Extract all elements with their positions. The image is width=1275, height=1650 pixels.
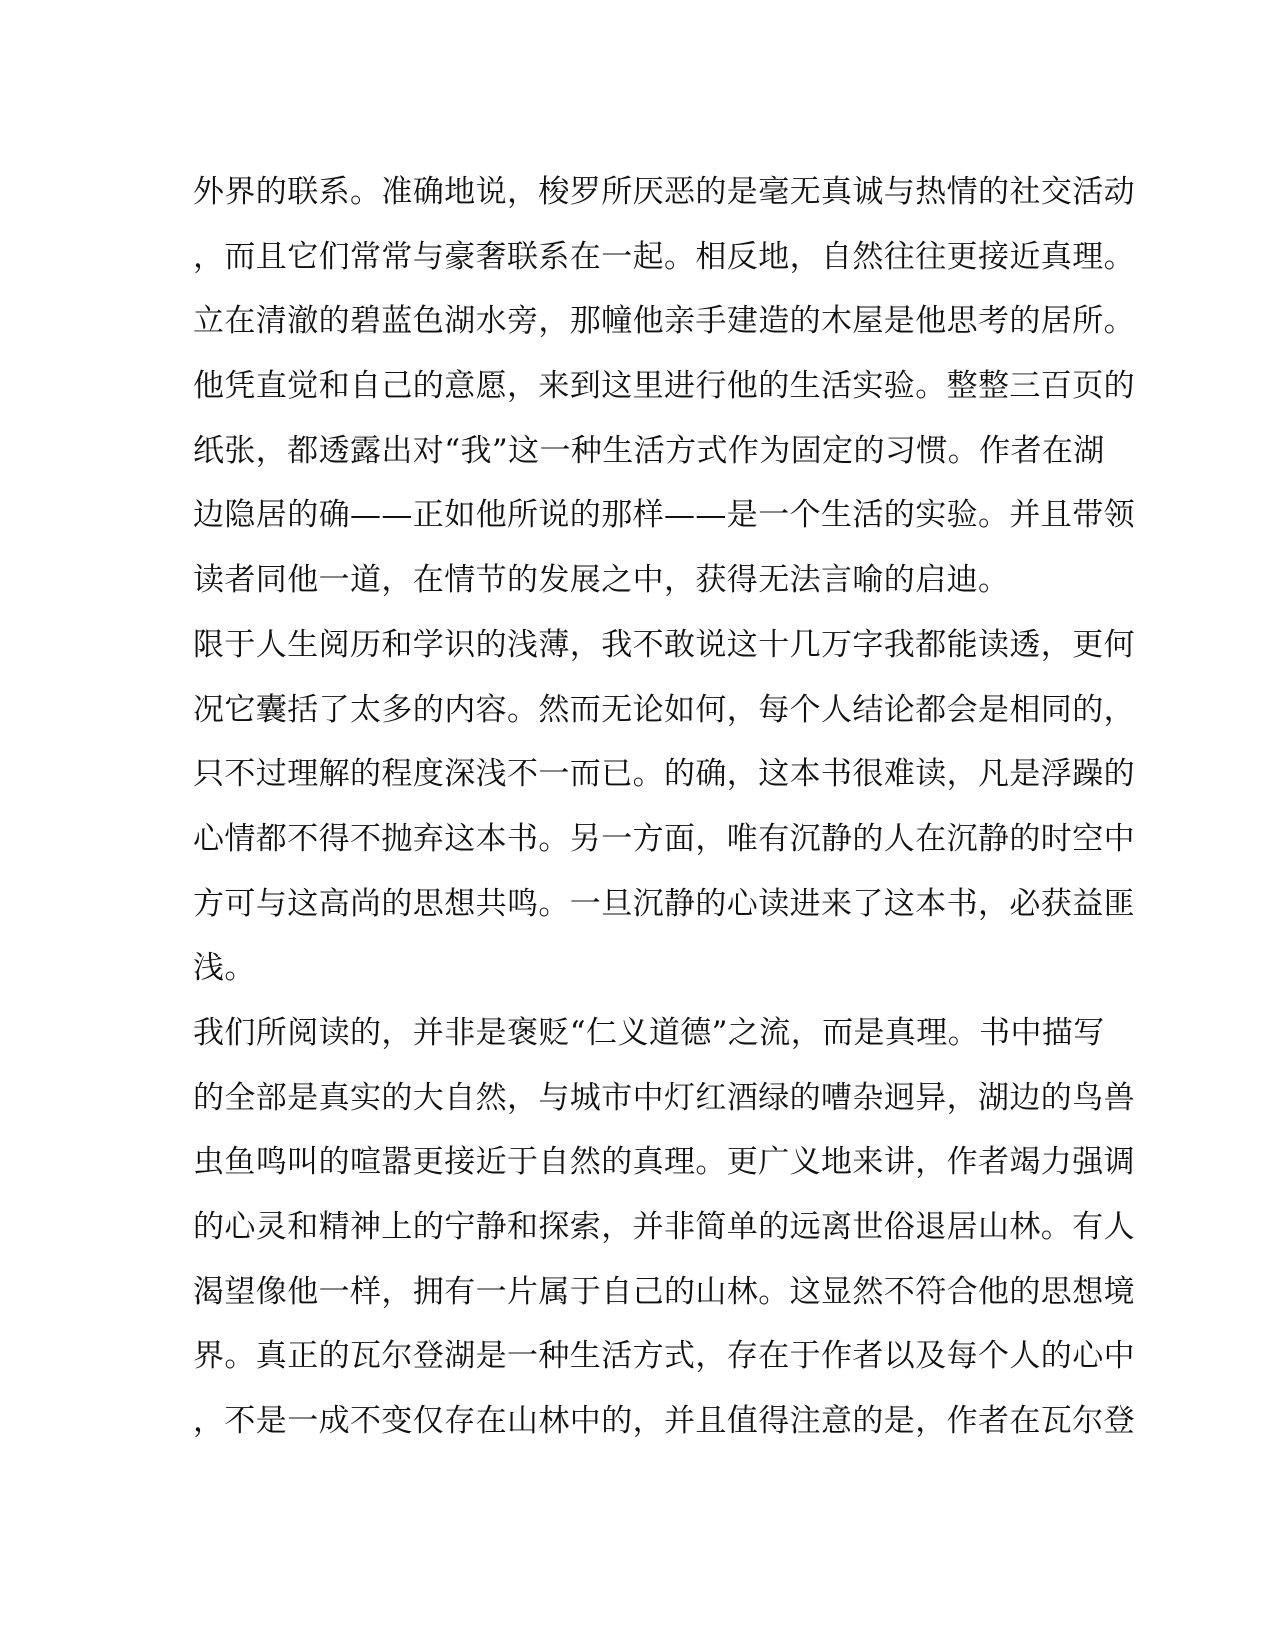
text-line: 我们所阅读的，并非是褒贬“仁义道德”之流，而是真理。书中描写 bbox=[193, 1014, 1105, 1051]
text-line: 心情都不得不抛弃这本书。另一方面，唯有沉静的人在沉静的时空中 bbox=[193, 820, 1135, 857]
text-line: ，不是一成不变仅存在山林中的，并且值得注意的是，作者在瓦尔登 bbox=[193, 1403, 1135, 1440]
text-line: 况它囊括了太多的内容。然而无论如何，每个人结论都会是相同的， bbox=[193, 691, 1135, 728]
body-text bbox=[193, 160, 1135, 1454]
text-line: 他凭直觉和自己的意愿，来到这里进行他的生活实验。整整三百页的 bbox=[193, 368, 1135, 405]
text-line: 限于人生阅历和学识的浅薄，我不敢说这十几万字我都能读透，更何 bbox=[193, 626, 1135, 663]
text-line: 外界的联系。准确地说，梭罗所厌恶的是毫无真诚与热情的社交活动 bbox=[193, 174, 1135, 210]
text-line: 浅。 bbox=[193, 950, 256, 987]
text-line: 立在清澈的碧蓝色湖水旁，那幢他亲手建造的木屋是他思考的居所。 bbox=[193, 303, 1135, 340]
text-line: 纸张，都透露出对“我”这一种生活方式作为固定的习惯。作者在湖 bbox=[193, 432, 1105, 469]
text-line: 的全部是真实的大自然，与城市中灯红酒绿的嘈杂迥异，湖边的鸟兽 bbox=[193, 1079, 1135, 1116]
text-line: 只不过理解的程度深浅不一而已。的确，这本书很难读，凡是浮躁的 bbox=[193, 756, 1135, 793]
text-line: 边隐居的确——正如他所说的那样——是一个生活的实验。并且带领 bbox=[193, 497, 1135, 534]
text-line: 渴望像他一样，拥有一片属于自己的山林。这显然不符合他的思想境 bbox=[193, 1273, 1135, 1310]
text-line: ，而且它们常常与豪奢联系在一起。相反地，自然往往更接近真理。 bbox=[193, 238, 1135, 275]
text-line: 界。真正的瓦尔登湖是一种生活方式，存在于作者以及每个人的心中 bbox=[193, 1338, 1135, 1375]
text-line: 的心灵和精神上的宁静和探索，并非简单的远离世俗退居山林。有人 bbox=[193, 1209, 1135, 1245]
text-line: 方可与这高尚的思想共鸣。一旦沉静的心读进来了这本书，必获益匪 bbox=[193, 885, 1135, 922]
text-line: 读者同他一道，在情节的发展之中，获得无法言喻的启迪。 bbox=[193, 562, 1010, 599]
text-line: 虫鱼鸣叫的喧嚣更接近于自然的真理。更广义地来讲，作者竭力强调 bbox=[193, 1144, 1135, 1181]
